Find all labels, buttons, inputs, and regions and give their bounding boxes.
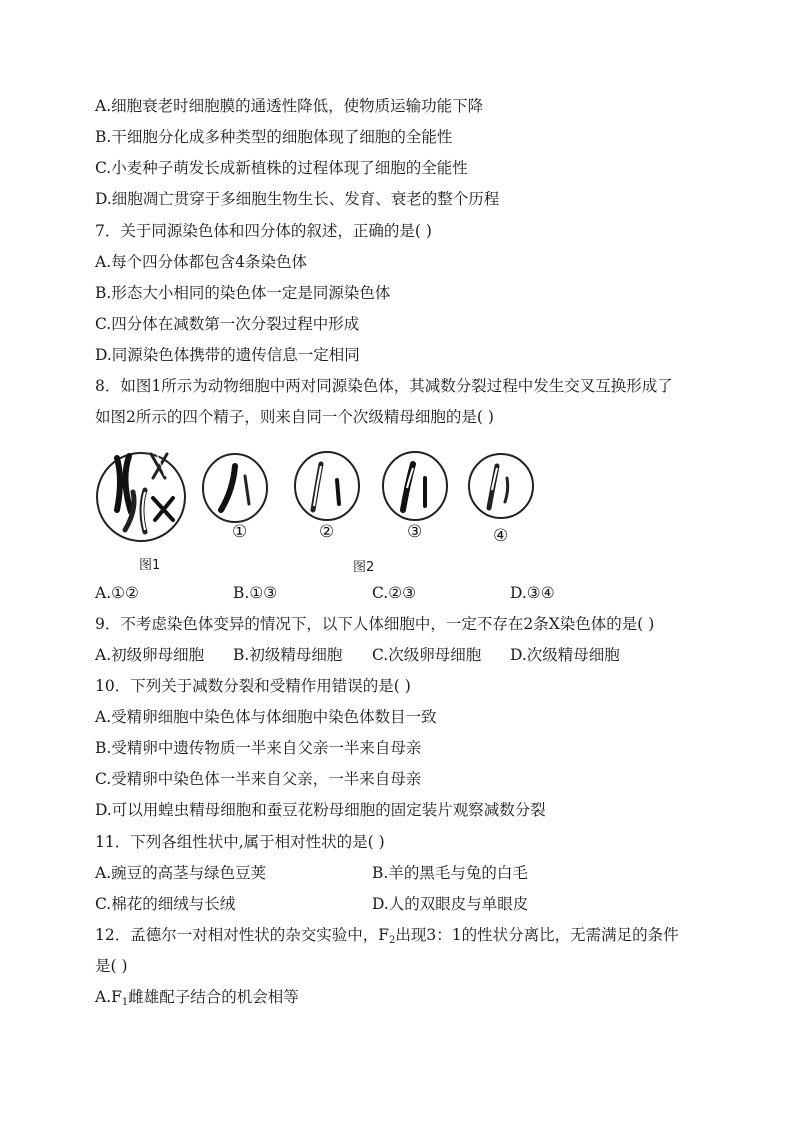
q9-option-b: B.初级精母细胞	[233, 646, 343, 664]
q12-option-a-post: 雌雄配子结合的机会相等	[128, 988, 299, 1006]
q11-options-row2	[95, 894, 695, 914]
q8-stem-line1: 8．如图1所示为动物细胞中两对同源染色体，其减数分裂过程中发生交叉互换形成了	[95, 377, 673, 395]
q10-option-d: D.可以用蝗虫精母细胞和蚕豆花粉母细胞的固定装片观察减数分裂	[95, 801, 546, 819]
q12-option-a-subscript: 1	[121, 997, 129, 1008]
q9-option-a: A.初级卵母细胞	[95, 646, 205, 664]
q10-option-c: C.受精卵中染色体一半来自父亲，一半来自母亲	[95, 770, 422, 788]
q8-option-c: C.②③	[372, 584, 417, 602]
sperm-label-4: ④	[493, 526, 509, 546]
chromosome-figure	[95, 440, 555, 580]
q9-option-c: C.次级卵母细胞	[372, 646, 482, 664]
sperm-cell-3	[383, 452, 447, 520]
sperm-cell-2	[295, 452, 359, 520]
q7-option-d: D.同源染色体携带的遗传信息一定相同	[95, 346, 360, 364]
q8-option-a: A.①②	[95, 584, 139, 602]
q12-stem-post: 出现3：1的性状分离比，无需满足的条件	[395, 926, 679, 944]
q9-stem: 9．不考虑染色体变异的情况下，以下人体细胞中，一定不存在2条X染色体的是( )	[95, 615, 655, 633]
sperm-label-1: ①	[232, 522, 248, 542]
q10-option-a: A.受精卵细胞中染色体与体细胞中染色体数目一致	[95, 708, 437, 726]
q11-option-d: D.人的双眼皮与单眼皮	[372, 895, 529, 913]
q12-option-a-pre: A.F	[95, 988, 122, 1006]
q6-option-d: D.细胞凋亡贯穿于多细胞生物生长、发育、衰老的整个历程	[95, 190, 500, 208]
q6-option-b: B.干细胞分化成多种类型的细胞体现了细胞的全能性	[95, 128, 453, 146]
q12-stem-line1	[95, 925, 679, 951]
sperm-cell-1	[203, 454, 267, 522]
q12-stem-line2: 是( )	[95, 957, 128, 975]
q12-option-a	[95, 987, 299, 1013]
q8-option-b: B.①③	[233, 584, 278, 602]
q11-option-c: C.棉花的细绒与长绒	[95, 895, 236, 913]
q11-options-row1	[95, 863, 695, 883]
q7-option-b: B.形态大小相同的染色体一定是同源染色体	[95, 284, 391, 302]
q12-stem-pre: 12．孟德尔一对相对性状的杂交实验中，F	[95, 926, 389, 944]
q12-stem-subscript: 2	[388, 935, 396, 946]
q6-option-a: A.细胞衰老时细胞膜的通透性降低，使物质运输功能下降	[95, 97, 484, 115]
q8-options	[95, 583, 695, 603]
q11-option-a: A.豌豆的高茎与绿色豆荚	[95, 864, 267, 882]
q8-option-d: D.③④	[510, 584, 555, 602]
chromosome-figure-svg	[95, 440, 555, 580]
q9-option-d: D.次级精母细胞	[510, 646, 620, 664]
q10-stem: 10．下列关于减数分裂和受精作用错误的是( )	[95, 677, 411, 695]
q10-option-b: B.受精卵中遗传物质一半来自父亲一半来自母亲	[95, 739, 422, 757]
figure1-caption: 图1	[139, 558, 161, 573]
q9-options	[95, 645, 695, 665]
q7-option-c: C.四分体在减数第一次分裂过程中形成	[95, 315, 360, 333]
sperm-label-3: ③	[407, 522, 423, 542]
fig1-cell	[97, 453, 185, 541]
q11-stem: 11．下列各组性状中,属于相对性状的是( )	[95, 833, 385, 851]
sperm-label-2: ②	[319, 522, 335, 542]
sperm-cell-4	[469, 454, 533, 518]
q7-stem: 7．关于同源染色体和四分体的叙述，正确的是( )	[95, 222, 432, 240]
q6-option-c: C.小麦种子萌发长成新植株的过程体现了细胞的全能性	[95, 159, 468, 177]
q11-option-b: B.羊的黑毛与兔的白毛	[372, 864, 528, 882]
q8-stem-line2: 如图2所示的四个精子，则来自同一个次级精母细胞的是( )	[95, 408, 494, 426]
figure2-caption: 图2	[353, 560, 375, 575]
q7-option-a: A.每个四分体都包含4条染色体	[95, 253, 307, 271]
